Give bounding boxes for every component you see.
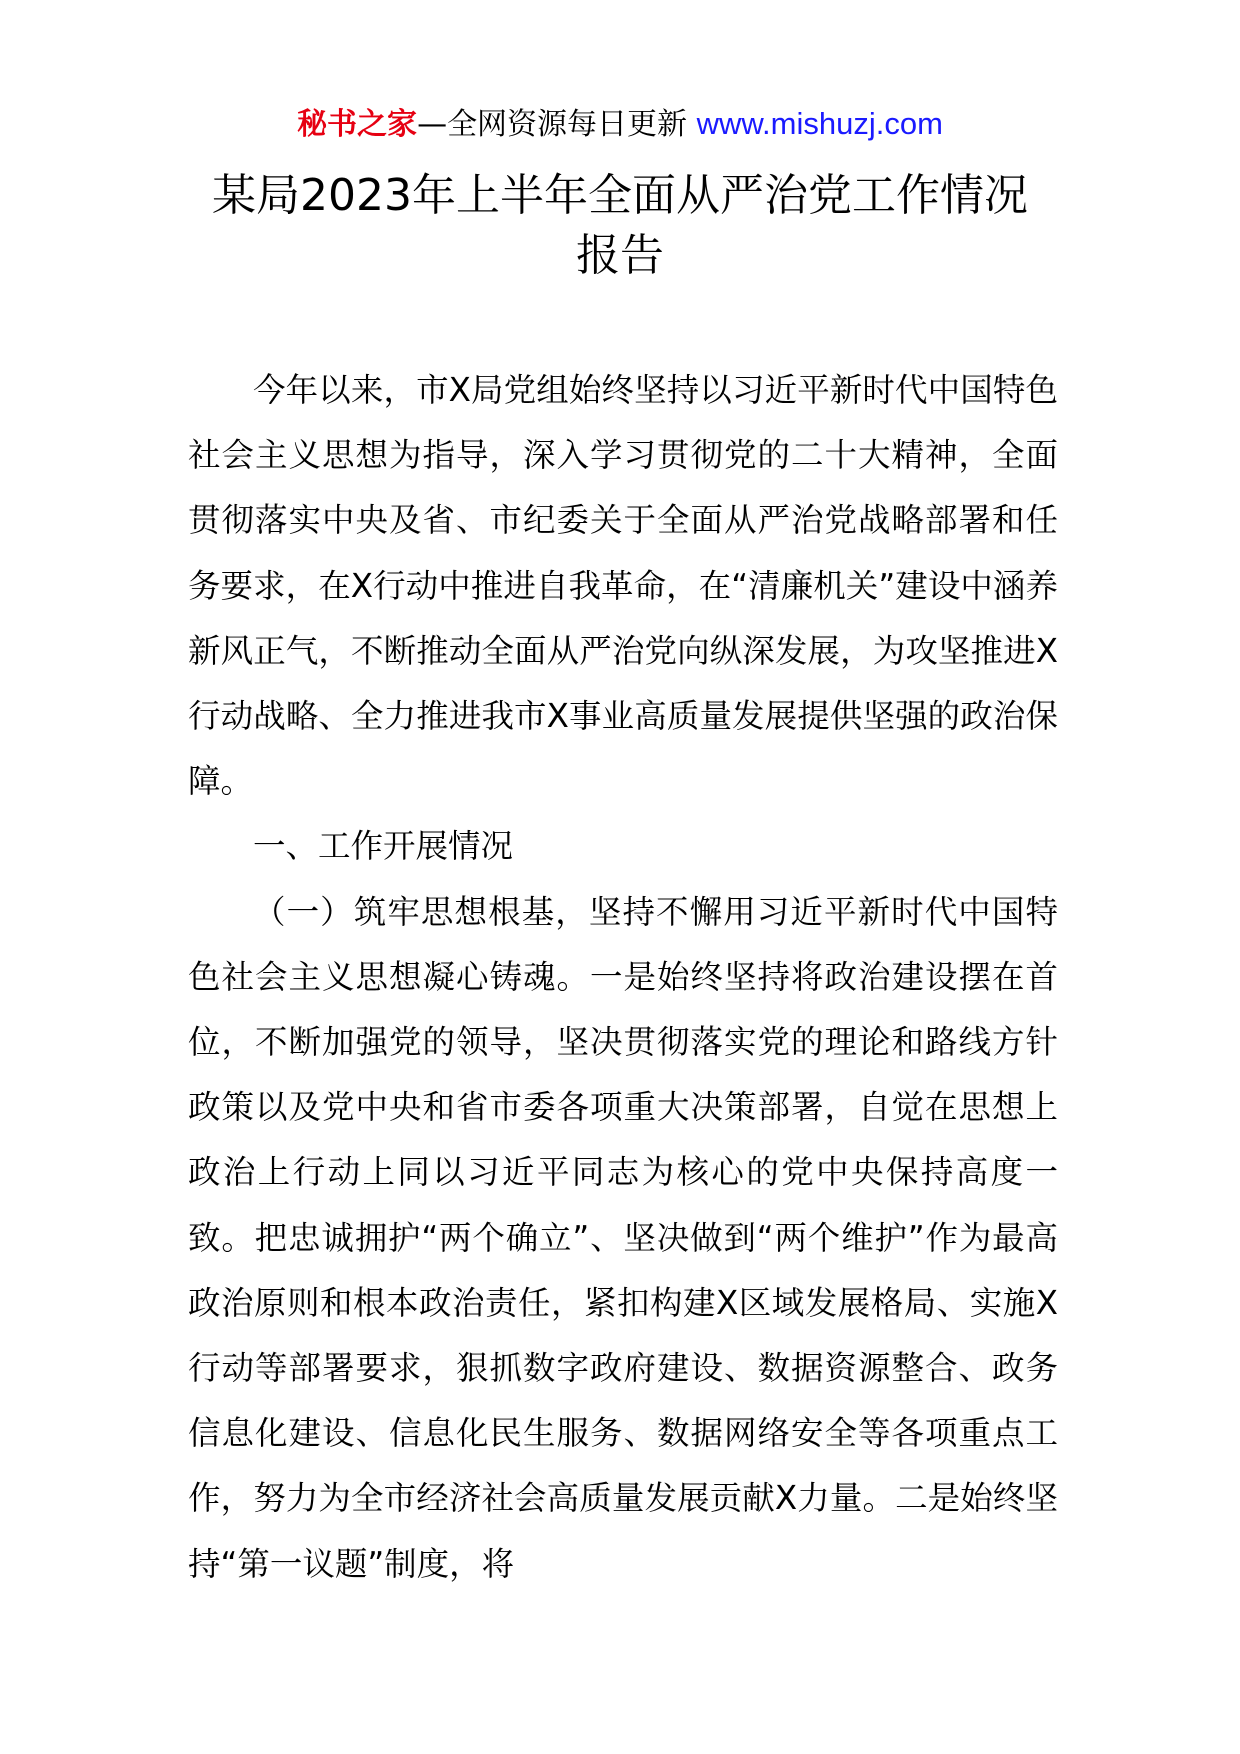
- header-tagline: —全网资源每日更新: [417, 107, 697, 142]
- intro-paragraph: 今年以来，市X局党组始终坚持以习近平新时代中国特色社会主义思想为指导，深入学习贯彻党的二十大精神，全面贯彻落实中央及省、市纪委关于全面从严治党战略部署和任务要求，在X行动中推进自我革命，在“清廉机关”建设中涵养新风正气，不断推动全面从严治党向纵深发展，为攻坚推进X行动战略、全力推进我市X事业高质量发展提供坚强的政治保障。: [188, 371, 1058, 801]
- section-heading: 一、工作开展情况: [253, 827, 514, 866]
- watermark-header: [0, 104, 1240, 145]
- document-body: [188, 358, 1058, 1597]
- title-line-1: 某局2023年上半年全面从严治党工作情况: [212, 170, 1028, 221]
- brand-name: 秘书之家: [297, 107, 418, 142]
- document-title: [180, 166, 1060, 286]
- title-line-2: 报告: [576, 230, 664, 281]
- header-url-link[interactable]: www.mishuzj.com: [696, 106, 943, 141]
- subsection-paragraph: （一）筑牢思想根基，坚持不懈用习近平新时代中国特色社会主义思想凝心铸魂。一是始终坚持将政治建设摆在首位，不断加强党的领导，坚决贯彻落实党的理论和路线方针政策以及党中央和省市委各项重大决策部署，自觉在思想上政治上行动上同以习近平同志为核心的党中央保持高度一致。把忠诚拥护“两个确立”、坚决做到“两个维护”作为最高政治原则和根本政治责任，紧扣构建X区域发展格局、实施X行动等部署要求，狠抓数字政府建设、数据资源整合、政务信息化建设、信息化民生服务、数据网络安全等各项重点工作，努力为全市经济社会高质量发展贡献X力量。二是始终坚持“第一议题”制度，将: [188, 892, 1058, 1583]
